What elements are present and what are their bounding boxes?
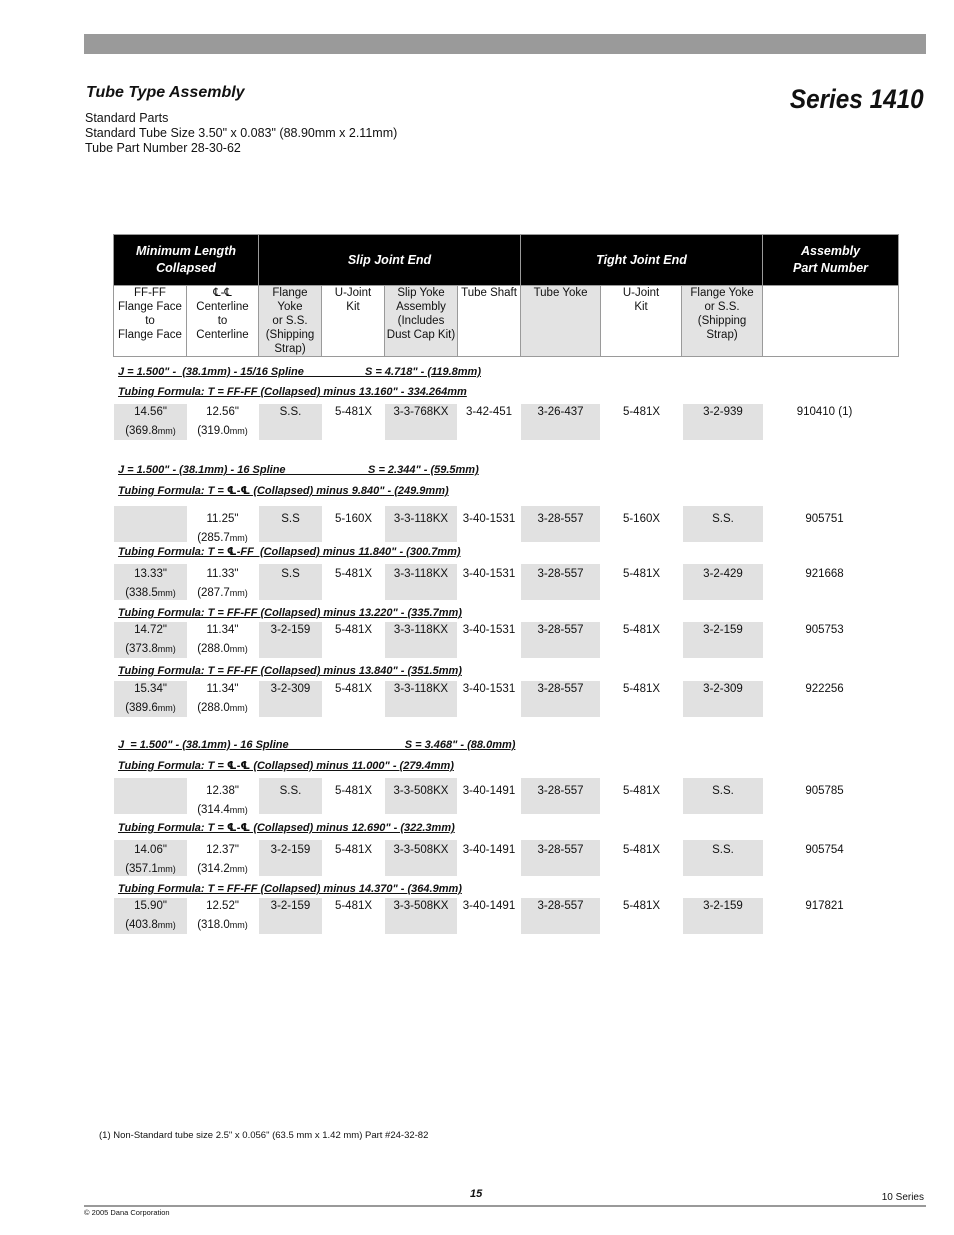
cell-value: 3-28-557 <box>537 844 584 856</box>
metric-unit: mm) <box>229 588 248 598</box>
cell-ff <box>114 404 187 440</box>
cell-metric: (314.2mm) <box>197 863 248 875</box>
table-row <box>113 564 903 602</box>
page-number: 15 <box>470 1188 483 1200</box>
cell-value: S.S <box>281 568 300 580</box>
col-flange-yoke-tight: Flange Yoke or S.S. (Shipping Strap) <box>682 286 763 357</box>
parts-table-header <box>113 234 899 357</box>
cell-value: 3-40-1531 <box>462 513 516 525</box>
footnote: (1) Non-Standard tube size 2.5" x 0.056" (63.5 mm x 1.42 mm) Part #24-32-82 <box>99 1130 429 1141</box>
cell-fy2 <box>683 778 763 814</box>
cell-metric: (288.0mm) <box>197 702 248 714</box>
cell-value: 5-481X <box>622 624 661 636</box>
cell-ts <box>458 506 520 542</box>
cell-value: 5-481X <box>334 844 373 856</box>
metric-unit: mm) <box>157 426 176 436</box>
cell-metric: (288.0mm) <box>197 643 248 655</box>
cell-value: 5-160X <box>334 513 373 525</box>
metric-unit: mm) <box>229 644 248 654</box>
cell-value <box>114 506 187 513</box>
cell-cl <box>187 681 258 717</box>
table-row <box>113 404 903 442</box>
tubing-formula: Tubing Formula: T = FF-FF (Collapsed) minus 13.160" - 334.264mm <box>118 386 467 398</box>
cell-ff <box>114 681 187 717</box>
cell-fy <box>259 840 322 876</box>
col-flange-yoke-slip: Flange Yoke or S.S. (Shipping Strap) <box>259 286 322 357</box>
cell-value: 3-2-939 <box>703 406 743 418</box>
cell-value: 3-28-557 <box>537 513 584 525</box>
cell-value: S.S. <box>712 844 734 856</box>
cell-ff <box>114 840 187 876</box>
cell-sy <box>385 506 457 542</box>
cell-uj2 <box>601 404 682 440</box>
cell-value: 5-481X <box>334 900 373 912</box>
standard-line: Standard Parts <box>85 111 169 125</box>
tubing-formula: Tubing Formula: T = FF-FF (Collapsed) minus 14.370" - (364.9mm) <box>118 883 462 895</box>
cell-value: 5-481X <box>622 844 661 856</box>
cell-value: 5-481X <box>334 406 373 418</box>
col-tube-shaft: Tube Shaft <box>458 286 521 357</box>
cell-ty <box>521 506 600 542</box>
cell-value: 910410 (1) <box>796 406 853 418</box>
table-row <box>113 506 903 544</box>
cell-value: 917821 <box>805 900 844 912</box>
metric-unit: mm) <box>229 533 248 543</box>
cell-metric: (338.5mm) <box>125 587 176 599</box>
cell-sy <box>385 564 457 600</box>
cell-metric: (373.8mm) <box>125 643 176 655</box>
cell-ty <box>521 404 600 440</box>
cell-ty <box>521 840 600 876</box>
cell-ty <box>521 564 600 600</box>
cell-value: 5-481X <box>622 406 661 418</box>
cell-ty <box>521 778 600 814</box>
col-assembly-part-number <box>763 286 899 357</box>
bottom-rule <box>84 1205 926 1207</box>
cell-value: 5-481X <box>334 624 373 636</box>
cell-value: 3-3-118KX <box>393 683 449 695</box>
cell-uj <box>323 898 384 934</box>
cell-fy2 <box>683 622 763 658</box>
col-ujoint-kit-tight: U-Joint Kit <box>601 286 682 357</box>
metric-unit: mm) <box>229 426 248 436</box>
cell-value: 905753 <box>805 624 844 636</box>
col-tube-yoke: Tube Yoke <box>521 286 601 357</box>
metric-unit: mm) <box>229 864 248 874</box>
cell-ty <box>521 898 600 934</box>
spline-spec: J = 1.500" - (38.1mm) - 16 Spline S = 2.344" - (59.5mm) <box>118 464 479 476</box>
cell-value: 905751 <box>805 513 844 525</box>
standard-line: Tube Part Number 28-30-62 <box>85 141 241 155</box>
cell-value: 5-481X <box>334 785 373 797</box>
group-label: Tight Joint End <box>596 252 687 267</box>
cell-value: 3-2-159 <box>270 624 311 636</box>
table-row <box>113 622 903 660</box>
cell-apn <box>764 564 885 600</box>
cell-apn <box>764 404 885 440</box>
cell-apn <box>764 622 885 658</box>
cell-cl <box>187 840 258 876</box>
cell-value: 905754 <box>805 844 844 856</box>
cell-uj2 <box>601 622 682 658</box>
cell-cl <box>187 778 258 814</box>
cell-fy2 <box>683 681 763 717</box>
cell-value: 5-481X <box>622 785 661 797</box>
cell-cl <box>187 404 258 440</box>
cell-value: 5-481X <box>622 568 661 580</box>
cell-value: 3-3-508KX <box>393 844 449 856</box>
cell-fy <box>259 506 322 542</box>
cell-value: 5-481X <box>334 568 373 580</box>
top-header-bar <box>84 34 926 54</box>
series-label: 10 Series <box>881 1192 924 1203</box>
cell-value: 11.34" <box>206 683 239 695</box>
cell-ff <box>114 564 187 600</box>
cell-value: 3-2-159 <box>270 900 311 912</box>
standard-parts-block <box>85 111 397 156</box>
group-assembly-part-number <box>763 235 899 286</box>
spline-spec: J = 1.500" - (38.1mm) - 15/16 Spline S = 4.718" - (119.8mm) <box>118 366 481 378</box>
cell-sy <box>385 778 457 814</box>
metric-unit: mm) <box>229 805 248 815</box>
cell-value: 3-28-557 <box>537 568 584 580</box>
cell-value: 15.90" <box>134 900 167 912</box>
cell-value: 12.52" <box>206 900 239 912</box>
table-row <box>113 778 903 816</box>
cell-sy <box>385 840 457 876</box>
cell-uj <box>323 622 384 658</box>
tubing-formula: Tubing Formula: T = FF-FF (Collapsed) minus 13.220" - (335.7mm) <box>118 607 462 619</box>
cell-cl <box>187 506 258 542</box>
cell-ts <box>458 778 520 814</box>
cell-value: 3-40-1491 <box>462 844 516 856</box>
cell-uj <box>323 506 384 542</box>
cell-fy <box>259 898 322 934</box>
cell-value: 12.56" <box>206 406 239 418</box>
cell-uj2 <box>601 778 682 814</box>
cell-value: 905785 <box>805 785 844 797</box>
cell-apn <box>764 506 885 542</box>
cell-metric: (285.7mm) <box>197 532 248 544</box>
cell-uj2 <box>601 506 682 542</box>
cell-value: 11.25" <box>206 513 239 525</box>
cell-ts <box>458 840 520 876</box>
cell-value: 922256 <box>805 683 844 695</box>
cell-fy2 <box>683 840 763 876</box>
document-subtitle: Tube Type Assembly <box>86 84 245 101</box>
standard-line: Standard Tube Size 3.50" x 0.083" (88.90mm x 2.11mm) <box>85 126 398 140</box>
metric-unit: mm) <box>157 703 176 713</box>
tubing-formula: Tubing Formula: T = ℄-℄ (Collapsed) minus 9.840" - (249.9mm) <box>118 485 449 497</box>
cell-ts <box>458 564 520 600</box>
cell-ts <box>458 898 520 934</box>
cell-fy2 <box>683 564 763 600</box>
cell-fy2 <box>683 404 763 440</box>
cell-value: 3-2-309 <box>270 683 311 695</box>
cell-cl <box>187 564 258 600</box>
col-slip-yoke-assembly: Slip Yoke Assembly (Includes Dust Cap Kit) <box>385 286 458 357</box>
col-ujoint-kit-slip: U-Joint Kit <box>322 286 385 357</box>
cell-value: 11.33" <box>206 568 239 580</box>
cell-metric: (403.8mm) <box>125 919 176 931</box>
metric-unit: mm) <box>229 703 248 713</box>
cell-value: 3-28-557 <box>537 683 584 695</box>
cell-value: 3-3-118KX <box>393 568 449 580</box>
cell-value: 12.38" <box>206 785 239 797</box>
cell-uj <box>323 564 384 600</box>
cell-value: 14.06" <box>134 844 167 856</box>
group-label: Assembly Part Number <box>793 244 869 275</box>
cell-uj2 <box>601 840 682 876</box>
group-minimum-length <box>114 235 259 286</box>
metric-unit: mm) <box>157 920 176 930</box>
cell-value: 12.37" <box>206 844 239 856</box>
cell-uj <box>323 778 384 814</box>
cell-value: 3-40-1531 <box>462 683 516 695</box>
spline-spec: J = 1.500" - (38.1mm) - 16 Spline S = 3.468" - (88.0mm) <box>118 739 516 751</box>
tubing-formula: Tubing Formula: T = ℄-FF (Collapsed) minus 11.840" - (300.7mm) <box>118 546 461 558</box>
cell-value: S.S. <box>712 513 734 525</box>
cell-ty <box>521 622 600 658</box>
cell-value: 5-481X <box>334 683 373 695</box>
cell-value: S.S <box>281 513 300 525</box>
cell-value: 3-28-557 <box>537 624 584 636</box>
cell-sy <box>385 622 457 658</box>
table-row <box>113 681 903 719</box>
cell-ff <box>114 506 187 542</box>
cell-apn <box>764 840 885 876</box>
table-row <box>113 898 903 936</box>
cell-value: S.S. <box>279 785 302 797</box>
cell-value: 3-40-1531 <box>462 568 516 580</box>
cell-fy2 <box>683 506 763 542</box>
cell-uj <box>323 404 384 440</box>
cell-value: 5-160X <box>622 513 661 525</box>
cell-fy <box>259 681 322 717</box>
cell-ts <box>458 622 520 658</box>
cell-fy <box>259 564 322 600</box>
copyright: © 2005 Dana Corporation <box>84 1208 170 1217</box>
metric-unit: mm) <box>157 864 176 874</box>
cell-value: 15.34" <box>134 683 167 695</box>
cell-value: 921668 <box>805 568 844 580</box>
cell-value: 14.72" <box>134 624 167 636</box>
cell-ff <box>114 622 187 658</box>
cell-value: 3-40-1491 <box>462 785 516 797</box>
cell-metric: (318.0mm) <box>197 919 248 931</box>
group-tight-joint-end <box>521 235 763 286</box>
cell-ts <box>458 681 520 717</box>
cell-apn <box>764 778 885 814</box>
cell-metric: (319.0mm) <box>197 425 248 437</box>
cell-metric: (369.8mm) <box>125 425 176 437</box>
cell-sy <box>385 898 457 934</box>
col-cl-cl: ℄-℄ Centerline to Centerline <box>187 286 259 357</box>
group-slip-joint-end <box>259 235 521 286</box>
cell-uj2 <box>601 564 682 600</box>
col-ff-ff: FF-FF Flange Face to Flange Face <box>114 286 187 357</box>
metric-unit: mm) <box>157 644 176 654</box>
cell-apn <box>764 898 885 934</box>
cell-value <box>114 778 187 785</box>
cell-ty <box>521 681 600 717</box>
cell-value: 3-42-451 <box>465 406 513 418</box>
cell-value: 3-40-1531 <box>462 624 516 636</box>
cell-metric: (287.7mm) <box>197 587 248 599</box>
cell-cl <box>187 898 258 934</box>
cell-uj2 <box>601 681 682 717</box>
cell-value: S.S. <box>712 785 734 797</box>
cell-value: 3-2-159 <box>703 900 743 912</box>
cell-value: 14.56" <box>134 406 167 418</box>
table-row <box>113 840 903 878</box>
cell-uj2 <box>601 898 682 934</box>
cell-fy <box>259 622 322 658</box>
cell-value: S.S. <box>279 406 302 418</box>
group-label: Slip Joint End <box>347 252 432 267</box>
cell-value: 3-28-557 <box>537 785 584 797</box>
cell-fy <box>259 404 322 440</box>
cell-value: 3-28-557 <box>537 900 584 912</box>
cell-uj <box>323 681 384 717</box>
tubing-formula: Tubing Formula: T = ℄-℄ (Collapsed) minus 11.000" - (279.4mm) <box>118 760 454 772</box>
cell-metric: (357.1mm) <box>125 863 176 875</box>
cell-ff <box>114 778 187 814</box>
series-title: Series 1410 <box>790 84 924 114</box>
cell-value: 3-3-508KX <box>393 785 449 797</box>
cell-uj <box>323 840 384 876</box>
cell-metric: (314.4mm) <box>197 804 248 816</box>
cell-value: 3-3-118KX <box>393 513 449 525</box>
cell-metric: (389.6mm) <box>125 702 176 714</box>
cell-value: 11.34" <box>206 624 239 636</box>
cell-fy <box>259 778 322 814</box>
cell-value: 3-2-309 <box>703 683 743 695</box>
cell-value: 3-40-1491 <box>462 900 516 912</box>
cell-value: 3-3-118KX <box>393 624 449 636</box>
cell-apn <box>764 681 885 717</box>
cell-value: 3-3-508KX <box>393 900 449 912</box>
cell-value: 3-2-159 <box>270 844 311 856</box>
cell-sy <box>385 404 457 440</box>
cell-value: 3-2-429 <box>703 568 743 580</box>
cell-ff <box>114 898 187 934</box>
tubing-formula: Tubing Formula: T = ℄-℄ (Collapsed) minus 12.690" - (322.3mm) <box>118 822 455 834</box>
group-label: Minimum Length Collapsed <box>136 244 236 275</box>
cell-cl <box>187 622 258 658</box>
cell-sy <box>385 681 457 717</box>
cell-value: 3-3-768KX <box>393 406 449 418</box>
cell-value: 3-26-437 <box>537 406 584 418</box>
cell-value: 13.33" <box>134 568 167 580</box>
cell-value: 5-481X <box>622 683 661 695</box>
metric-unit: mm) <box>229 920 248 930</box>
tubing-formula: Tubing Formula: T = FF-FF (Collapsed) minus 13.840" - (351.5mm) <box>118 665 462 677</box>
cell-ts <box>458 404 520 440</box>
cell-value: 5-481X <box>622 900 661 912</box>
metric-unit: mm) <box>157 588 176 598</box>
cell-fy2 <box>683 898 763 934</box>
cell-value: 3-2-159 <box>703 624 743 636</box>
